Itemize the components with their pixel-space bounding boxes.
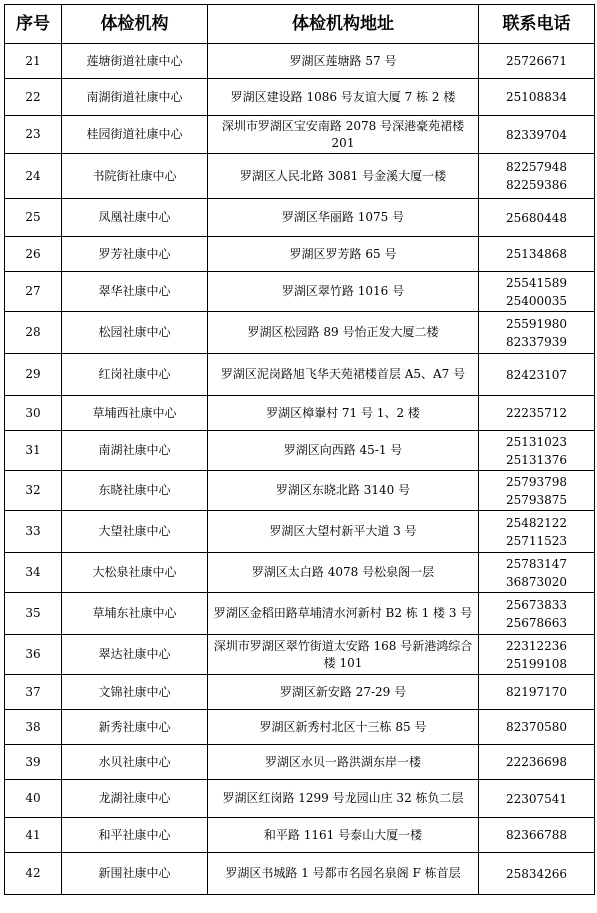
cell-phone: [479, 312, 595, 354]
cell-index: 24: [5, 154, 62, 199]
phone-number: 25793798: [505, 474, 568, 489]
cell-name: 南湖社康中心: [62, 431, 208, 471]
phone-number: 25134868: [505, 247, 568, 261]
cell-index: 37: [5, 675, 62, 710]
cell-phone: [479, 675, 595, 710]
phone-number: 25131023: [505, 434, 568, 449]
phone-number: 25400035: [505, 293, 568, 308]
header-index: 序号: [5, 5, 62, 44]
phone-number: 82337939: [505, 334, 568, 349]
phone-number: 22312236: [505, 638, 568, 653]
cell-phone: [479, 818, 595, 853]
phone-number: 25199108: [505, 656, 568, 671]
cell-phone: [479, 853, 595, 895]
cell-phone: [479, 116, 595, 154]
cell-index: 39: [5, 745, 62, 780]
cell-index: 40: [5, 780, 62, 818]
cell-name: 东晓社康中心: [62, 471, 208, 511]
cell-phone: [479, 431, 595, 471]
cell-index: 29: [5, 354, 62, 396]
cell-name: 翠达社康中心: [62, 635, 208, 675]
cell-name: 新秀社康中心: [62, 710, 208, 745]
cell-address: 罗湖区人民北路 3081 号金溪大厦一楼: [208, 154, 479, 199]
cell-phone: [479, 635, 595, 675]
table-row: [5, 396, 595, 431]
cell-address: 罗湖区松园路 89 号怡正发大厦二楼: [208, 312, 479, 354]
cell-name: 文锦社康中心: [62, 675, 208, 710]
cell-address: 罗湖区建设路 1086 号友谊大厦 7 栋 2 楼: [208, 79, 479, 116]
cell-name: 红岗社康中心: [62, 354, 208, 396]
phone-number: 82423107: [505, 367, 568, 382]
cell-address: 和平路 1161 号泰山大厦一楼: [208, 818, 479, 853]
table-row: [5, 553, 595, 593]
cell-address: 罗湖区新秀村北区十三栋 85 号: [208, 710, 479, 745]
table-body: [5, 44, 595, 895]
cell-address: 罗湖区红岗路 1299 号龙园山庄 32 栋负二层: [208, 780, 479, 818]
table-row: [5, 511, 595, 553]
cell-index: 27: [5, 272, 62, 312]
cell-address: 罗湖区新安路 27-29 号: [208, 675, 479, 710]
cell-phone: [479, 780, 595, 818]
phone-number: 22236698: [505, 755, 568, 769]
cell-index: 35: [5, 593, 62, 635]
table-header-row: [5, 5, 595, 44]
table-row: [5, 272, 595, 312]
table-row: [5, 471, 595, 511]
phone-number: 25793875: [505, 492, 568, 507]
phone-number: 25541589: [505, 275, 568, 290]
table-row: [5, 818, 595, 853]
cell-index: 42: [5, 853, 62, 895]
cell-index: 26: [5, 237, 62, 272]
phone-number: 82339704: [505, 127, 568, 142]
table-row: [5, 431, 595, 471]
phone-number: 25680448: [505, 210, 568, 225]
cell-phone: [479, 237, 595, 272]
cell-phone: [479, 354, 595, 396]
cell-phone: [479, 745, 595, 780]
table-row: [5, 154, 595, 199]
cell-name: 和平社康中心: [62, 818, 208, 853]
cell-index: 36: [5, 635, 62, 675]
cell-name: 松园社康中心: [62, 312, 208, 354]
cell-index: 21: [5, 44, 62, 79]
cell-phone: [479, 511, 595, 553]
table-row: [5, 635, 595, 675]
cell-name: 翠华社康中心: [62, 272, 208, 312]
phone-number: 25711523: [505, 533, 568, 548]
phone-number: 22235712: [505, 406, 568, 420]
table-row: [5, 710, 595, 745]
cell-name: 龙湖社康中心: [62, 780, 208, 818]
phone-number: 25834266: [505, 866, 568, 881]
phone-number: 25673833: [505, 597, 568, 612]
cell-index: 31: [5, 431, 62, 471]
cell-phone: [479, 471, 595, 511]
cell-index: 23: [5, 116, 62, 154]
cell-name: 草埔西社康中心: [62, 396, 208, 431]
cell-name: 凤凰社康中心: [62, 199, 208, 237]
phone-number: 25783147: [505, 556, 568, 571]
cell-phone: [479, 199, 595, 237]
table-row: [5, 675, 595, 710]
cell-index: 41: [5, 818, 62, 853]
table-row: [5, 312, 595, 354]
cell-address: 罗湖区罗芳路 65 号: [208, 237, 479, 272]
cell-name: 草埔东社康中心: [62, 593, 208, 635]
cell-name: 桂园街道社康中心: [62, 116, 208, 154]
cell-address: 深圳市罗湖区翠竹街道太安路 168 号新港鸿综合楼 101: [208, 635, 479, 675]
phone-number: 22307541: [505, 791, 568, 806]
phone-number: 82370580: [505, 720, 568, 734]
table-row: [5, 354, 595, 396]
table-row: [5, 44, 595, 79]
cell-index: 38: [5, 710, 62, 745]
cell-address: 罗湖区华丽路 1075 号: [208, 199, 479, 237]
phone-number: 25726671: [505, 54, 568, 68]
cell-address: 罗湖区水贝一路洪湖东岸一楼: [208, 745, 479, 780]
phone-number: 82197170: [505, 685, 568, 699]
table-row: [5, 116, 595, 154]
table-row: [5, 853, 595, 895]
cell-phone: [479, 154, 595, 199]
cell-address: 罗湖区大望村新平大道 3 号: [208, 511, 479, 553]
cell-name: 水贝社康中心: [62, 745, 208, 780]
header-address: 体检机构地址: [208, 5, 479, 44]
table-row: [5, 79, 595, 116]
table-row: [5, 780, 595, 818]
cell-name: 罗芳社康中心: [62, 237, 208, 272]
cell-address: 罗湖区金稻田路草埔清水河新村 B2 栋 1 楼 3 号: [208, 593, 479, 635]
cell-address: 罗湖区莲塘路 57 号: [208, 44, 479, 79]
cell-address: 深圳市罗湖区宝安南路 2078 号深港豪苑裙楼 201: [208, 116, 479, 154]
header-phone: 联系电话: [479, 5, 595, 44]
cell-phone: [479, 553, 595, 593]
header-name: 体检机构: [62, 5, 208, 44]
cell-index: 22: [5, 79, 62, 116]
cell-phone: [479, 44, 595, 79]
cell-phone: [479, 396, 595, 431]
cell-index: 32: [5, 471, 62, 511]
cell-address: 罗湖区东晓北路 3140 号: [208, 471, 479, 511]
phone-number: 25678663: [505, 615, 568, 630]
cell-phone: [479, 272, 595, 312]
table-row: [5, 745, 595, 780]
phone-number: 36873020: [505, 574, 568, 589]
cell-index: 25: [5, 199, 62, 237]
cell-phone: [479, 79, 595, 116]
phone-number: 25591980: [505, 316, 568, 331]
clinic-table: [4, 4, 595, 895]
cell-name: 新围社康中心: [62, 853, 208, 895]
cell-index: 28: [5, 312, 62, 354]
cell-index: 30: [5, 396, 62, 431]
table-row: [5, 237, 595, 272]
table-row: [5, 199, 595, 237]
cell-name: 南湖街道社康中心: [62, 79, 208, 116]
cell-address: 罗湖区泥岗路旭飞华天苑裙楼首层 A5、A7 号: [208, 354, 479, 396]
phone-number: 25482122: [505, 515, 568, 530]
cell-name: 大松泉社康中心: [62, 553, 208, 593]
phone-number: 25108834: [505, 90, 568, 104]
cell-address: 罗湖区樟輋村 71 号 1、2 楼: [208, 396, 479, 431]
cell-address: 罗湖区向西路 45-1 号: [208, 431, 479, 471]
cell-name: 书院街社康中心: [62, 154, 208, 199]
cell-name: 莲塘街道社康中心: [62, 44, 208, 79]
cell-index: 33: [5, 511, 62, 553]
table-row: [5, 593, 595, 635]
phone-number: 82366788: [505, 828, 568, 842]
phone-number: 82257948: [505, 160, 568, 174]
cell-name: 大望社康中心: [62, 511, 208, 553]
cell-address: 罗湖区书城路 1 号都市名园名泉阁 F 栋首层: [208, 853, 479, 895]
phone-number: 25131376: [505, 452, 568, 467]
cell-address: 罗湖区翠竹路 1016 号: [208, 272, 479, 312]
phone-number: 82259386: [505, 178, 568, 192]
cell-address: 罗湖区太白路 4078 号松泉阁一层: [208, 553, 479, 593]
cell-phone: [479, 593, 595, 635]
cell-phone: [479, 710, 595, 745]
cell-index: 34: [5, 553, 62, 593]
